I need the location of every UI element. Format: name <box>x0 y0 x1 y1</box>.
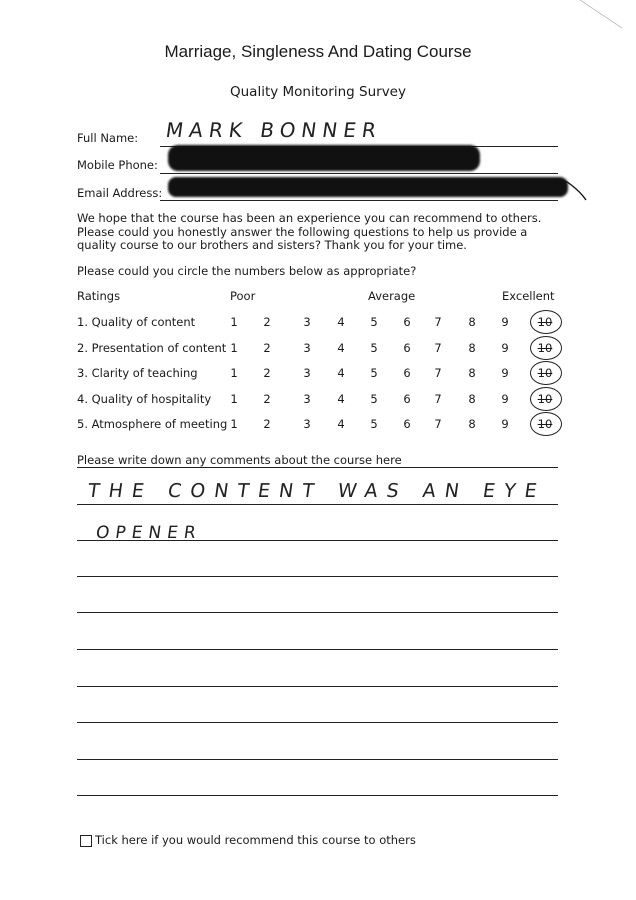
comment-handwritten-line-1: THE CONTENT WAS AN EYE <box>86 480 548 502</box>
rating-option-2[interactable]: 2 <box>263 315 271 329</box>
rating-option-2[interactable]: 2 <box>263 417 271 431</box>
comment-line <box>77 759 558 760</box>
ratings-header-average: Average <box>368 289 416 303</box>
comment-line <box>77 576 558 577</box>
comments-label-underline <box>77 467 558 468</box>
rating-option-9[interactable]: 9 <box>501 366 509 380</box>
intro-paragraph: We hope that the course has been an experience you can recommend to others. Please could you honestly answer the following questions to help us provide a quality course to our brothers and sisters? Thank you for your time. <box>77 211 542 252</box>
email-address-redaction <box>168 177 568 197</box>
rating-option-7[interactable]: 7 <box>434 366 442 380</box>
rating-option-3[interactable]: 3 <box>303 392 311 406</box>
form-title: Marriage, Singleness And Dating Course <box>164 42 472 61</box>
rating-row-label: 3. Clarity of teaching <box>77 366 198 380</box>
rating-option-6[interactable]: 6 <box>403 315 411 329</box>
rating-option-6[interactable]: 6 <box>403 417 411 431</box>
rating-option-5[interactable]: 5 <box>370 366 378 380</box>
rating-option-8[interactable]: 8 <box>468 315 476 329</box>
comment-line <box>77 686 558 687</box>
rating-option-3[interactable]: 3 <box>303 315 311 329</box>
circle-instruction: Please could you circle the numbers below as appropriate? <box>77 264 417 278</box>
comments-label: Please write down any comments about the course here <box>77 453 402 467</box>
ratings-header-excellent: Excellent <box>502 289 555 303</box>
rating-row-label: 4. Quality of hospitality <box>77 392 212 406</box>
comment-line <box>77 795 558 796</box>
rating-option-5[interactable]: 5 <box>370 417 378 431</box>
recommend-checkbox-label: Tick here if you would recommend this course to others <box>95 833 416 847</box>
selected-rating-circle <box>530 387 562 411</box>
rating-option-4[interactable]: 4 <box>337 315 345 329</box>
rating-option-1[interactable]: 1 <box>230 417 238 431</box>
rating-option-8[interactable]: 8 <box>468 392 476 406</box>
comment-line <box>77 649 558 650</box>
email-scribble-mark <box>530 172 590 204</box>
rating-option-9[interactable]: 9 <box>501 315 509 329</box>
rating-option-4[interactable]: 4 <box>337 392 345 406</box>
rating-option-6[interactable]: 6 <box>403 341 411 355</box>
rating-option-2[interactable]: 2 <box>263 392 271 406</box>
rating-option-2[interactable]: 2 <box>263 366 271 380</box>
rating-option-7[interactable]: 7 <box>434 417 442 431</box>
rating-option-9[interactable]: 9 <box>501 417 509 431</box>
rating-option-6[interactable]: 6 <box>403 366 411 380</box>
rating-option-8[interactable]: 8 <box>468 366 476 380</box>
rating-option-10[interactable]: 10 <box>537 417 553 431</box>
ratings-header-poor: Poor <box>230 289 256 303</box>
full-name-handwritten: MARK BONNER <box>164 118 384 142</box>
rating-option-10[interactable]: 10 <box>537 341 553 355</box>
rating-option-1[interactable]: 1 <box>230 315 238 329</box>
rating-option-3[interactable]: 3 <box>303 341 311 355</box>
comment-line <box>77 540 558 541</box>
rating-option-2[interactable]: 2 <box>263 341 271 355</box>
full-name-label: Full Name: <box>77 131 139 145</box>
recommend-checkbox[interactable] <box>80 835 92 847</box>
rating-option-8[interactable]: 8 <box>468 417 476 431</box>
rating-option-10[interactable]: 10 <box>537 392 553 406</box>
ratings-header-label: Ratings <box>77 289 121 303</box>
rating-option-5[interactable]: 5 <box>370 341 378 355</box>
rating-option-1[interactable]: 1 <box>230 392 238 406</box>
rating-option-3[interactable]: 3 <box>303 417 311 431</box>
rating-row-label: 5. Atmosphere of meeting <box>77 417 228 431</box>
selected-rating-circle <box>530 310 562 334</box>
email-address-label: Email Address: <box>77 186 163 200</box>
rating-option-10[interactable]: 10 <box>537 366 553 380</box>
mobile-phone-label: Mobile Phone: <box>77 158 158 172</box>
rating-option-7[interactable]: 7 <box>434 315 442 329</box>
rating-option-3[interactable]: 3 <box>303 366 311 380</box>
mobile-phone-line <box>160 173 558 174</box>
comment-line <box>77 612 558 613</box>
rating-option-5[interactable]: 5 <box>370 392 378 406</box>
rating-option-5[interactable]: 5 <box>370 315 378 329</box>
rating-option-10[interactable]: 10 <box>537 315 553 329</box>
mobile-phone-redaction <box>168 145 480 171</box>
comment-handwritten-line-2: OPENER <box>94 523 204 543</box>
rating-row-label: 2. Presentation of content <box>77 341 227 355</box>
selected-rating-circle <box>530 412 562 436</box>
rating-option-1[interactable]: 1 <box>230 341 238 355</box>
rating-option-4[interactable]: 4 <box>337 417 345 431</box>
rating-option-7[interactable]: 7 <box>434 392 442 406</box>
rating-option-9[interactable]: 9 <box>501 341 509 355</box>
rating-option-4[interactable]: 4 <box>337 341 345 355</box>
rating-option-1[interactable]: 1 <box>230 366 238 380</box>
rating-option-8[interactable]: 8 <box>468 341 476 355</box>
rating-row-label: 1. Quality of content <box>77 315 196 329</box>
selected-rating-circle <box>530 336 562 360</box>
rating-option-9[interactable]: 9 <box>501 392 509 406</box>
rating-option-7[interactable]: 7 <box>434 341 442 355</box>
email-address-line <box>160 200 558 201</box>
form-subtitle: Quality Monitoring Survey <box>230 84 406 100</box>
rating-option-4[interactable]: 4 <box>337 366 345 380</box>
comment-line <box>77 504 558 505</box>
rating-option-6[interactable]: 6 <box>403 392 411 406</box>
selected-rating-circle <box>530 361 562 385</box>
comment-line <box>77 722 558 723</box>
corner-scan-mark <box>576 0 624 32</box>
